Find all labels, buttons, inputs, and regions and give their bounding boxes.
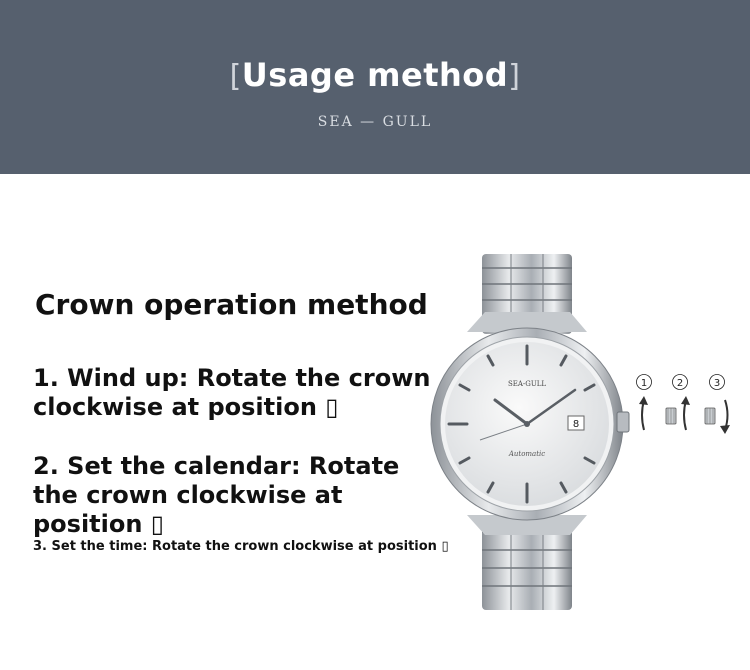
date-window: 8 (572, 419, 580, 430)
dial-model: Automatic (508, 450, 546, 458)
step-2-text: 2. Set the calendar: Rotate the crown clockwise at position ▯ (33, 452, 400, 538)
step-3-text: 3. Set the time: Rotate the crown clockwise at position ▯ (33, 539, 449, 554)
step-1-text: 1. Wind up: Rotate the crown clockwise at position ▯ (33, 364, 431, 421)
title-bracket-close: ] (508, 59, 521, 94)
watch-image (425, 250, 635, 615)
title-text: Usage method (241, 56, 509, 94)
title-bracket-open: [ (229, 59, 242, 94)
brand-logo: SEA — GULL (317, 114, 433, 130)
position-3-label: 3 (713, 378, 721, 389)
section-heading: Crown operation method (35, 288, 428, 321)
crown-position-diagram (630, 370, 745, 440)
crown-icon (617, 412, 629, 432)
header-banner (0, 0, 750, 174)
position-2-label: 2 (676, 378, 684, 389)
position-1-label: 1 (640, 378, 648, 389)
dial-brand: SEA-GULL (507, 380, 547, 388)
page-title (0, 56, 750, 94)
